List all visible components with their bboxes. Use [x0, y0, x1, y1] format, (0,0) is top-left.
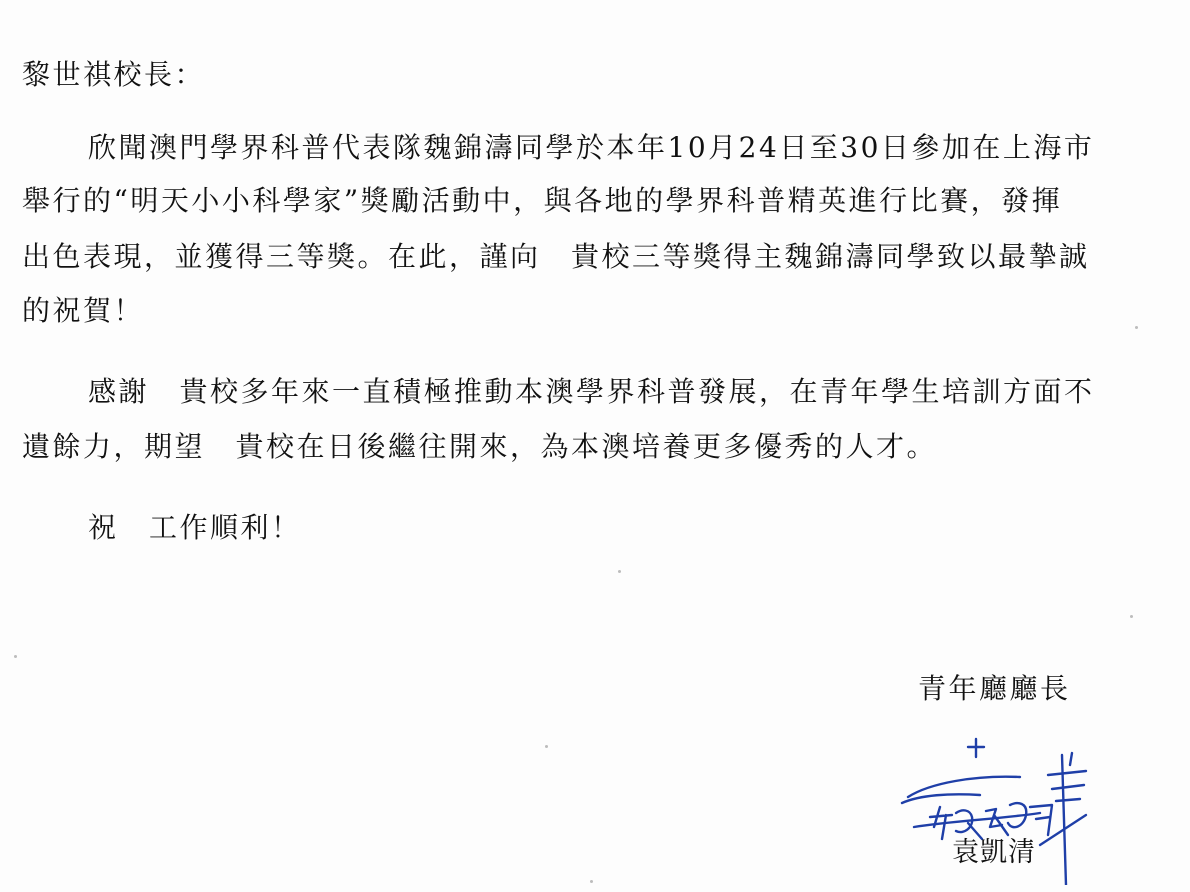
scan-speck: [14, 655, 17, 658]
paragraph1-line2: 舉行的“明天小小科學家”獎勵活動中，與各地的學界科普精英進行比賽，發揮: [22, 184, 1063, 217]
scan-speck: [545, 745, 548, 748]
closing-wish: 祝 工作順利！: [88, 511, 302, 544]
paragraph2-line1: 感謝 貴校多年來一直積極推動本澳學界科普發展，在青年學生培訓方面不: [88, 375, 1095, 408]
salutation: 黎世祺校長：: [22, 58, 206, 91]
paragraph1-line1: 欣聞澳門學界科普代表隊魏錦濤同學於本年10月24日至30日參加在上海市: [88, 131, 1095, 164]
paragraph2-line2: 遺餘力，期望 貴校在日後繼往開來，為本澳培養更多優秀的人才。: [22, 430, 938, 463]
scan-speck: [618, 570, 621, 573]
scan-speck: [590, 880, 593, 883]
scan-speck: [1130, 615, 1133, 618]
scan-speck: [1135, 326, 1138, 329]
signatory-name: 袁凱清: [952, 837, 1036, 868]
signatory-title: 青年廳廳長: [918, 672, 1071, 705]
paragraph1-line4: 的祝賀！: [22, 294, 145, 327]
paragraph1-line3: 出色表現，並獲得三等獎。在此，謹向 貴校三等獎得主魏錦濤同學致以最摯誠: [22, 240, 1090, 273]
